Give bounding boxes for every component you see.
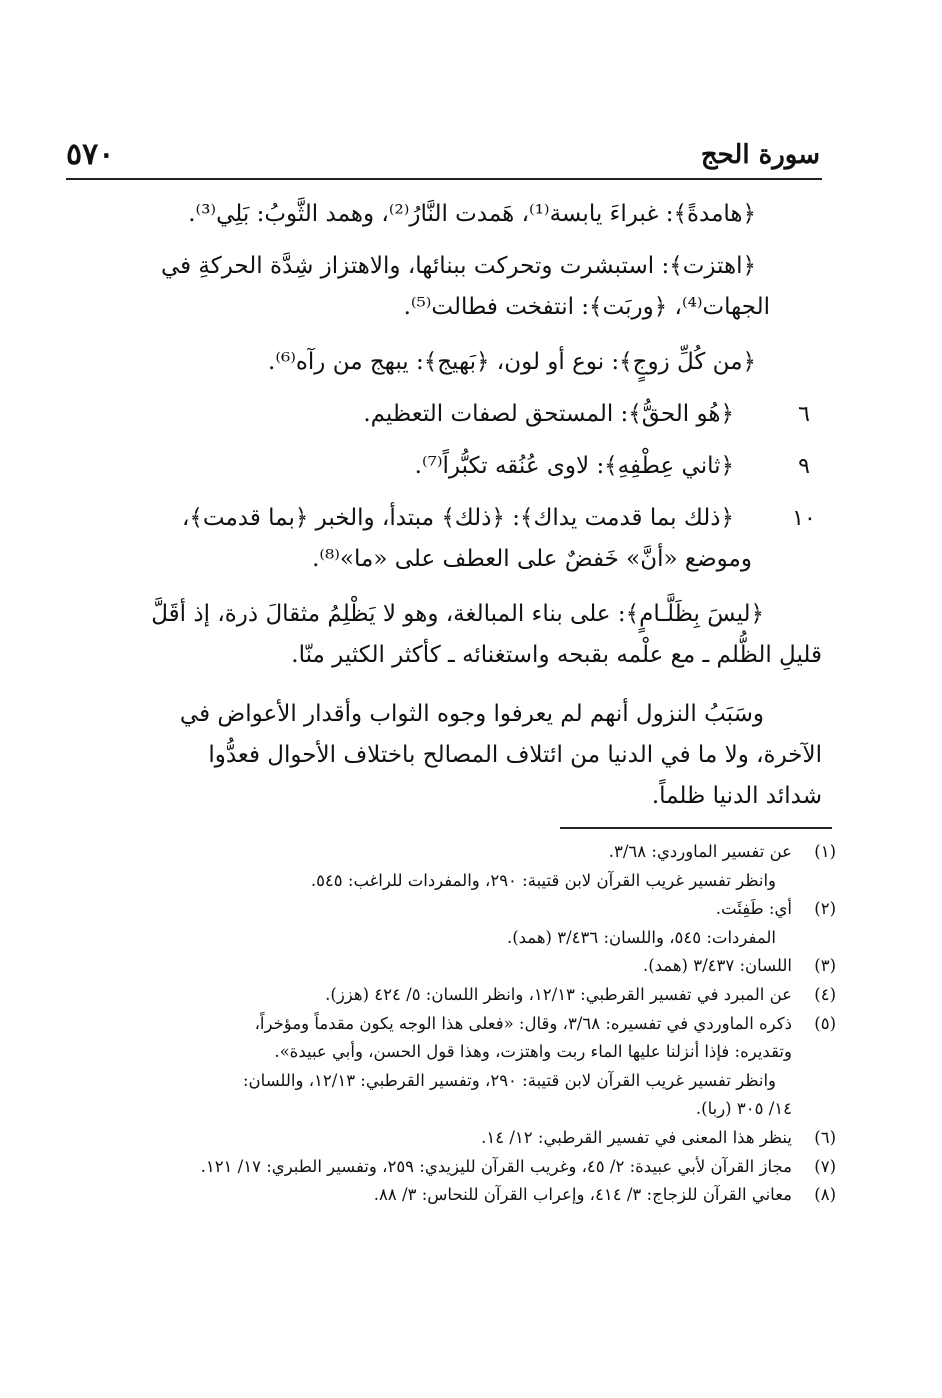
footnote-number: (٦) — [814, 1127, 836, 1147]
footnote-number: (٣) — [814, 956, 836, 976]
verse-number: ١٠ — [792, 506, 816, 531]
gloss-line: وسَبَبُ النزول أنهم لم يعرفوا وجوه الثواب وأقدار الأعواض في — [179, 701, 764, 727]
footnote-line: مجاز القرآن لأبي عبيدة: ٢/ ٤٥، وغريب القرآن لليزيدي: ٢٥٩، وتفسير الطبري: ١٧/ ١٢١. — [200, 1156, 792, 1176]
page-number: ٥٧٠ — [66, 137, 115, 172]
footnote — [80, 981, 836, 1010]
gloss-entry — [70, 694, 822, 817]
footnote-line: اللسان: ٣/٤٣٧ (همد). — [642, 956, 792, 976]
footnote — [80, 1181, 836, 1210]
verse-entry — [70, 394, 822, 435]
gloss-line: قليلِ الظُّلم ـ مع علْمه بقبحه واستغنائه ـ كأكثر الكثير منّا. — [291, 642, 822, 668]
footnote-line: عن تفسير الماوردي: ٣/٦٨. — [608, 842, 792, 861]
footnote-number: (١) — [814, 842, 836, 861]
gloss-entry — [70, 194, 756, 235]
footnote — [80, 1124, 836, 1153]
footnote-line: وانظر تفسير غريب القرآن لابن قتيبة: ٢٩٠، وتفسير القرطبي: ١٢/١٣، واللسان: — [243, 1070, 776, 1090]
gloss-entry — [70, 342, 756, 383]
footnote-number: (٨) — [814, 1185, 836, 1205]
footnote-line: ذكره الماوردي في تفسيره: ٣/٦٨، وقال: «فعلى هذا الوجه يكون مقدماً ومؤخراً، — [254, 1013, 792, 1033]
gloss-line: الجهات⁽⁴⁾، ﴿وربَت﴾: انتفخت فطالت⁽⁵⁾. — [403, 294, 770, 320]
footnote-number: (٧) — [814, 1156, 836, 1176]
footnote-line: معاني القرآن للزجاج: ٣/ ٤١٤، وإعراب القرآن للنحاس: ٣/ ٨٨. — [373, 1185, 792, 1205]
footnote-line: المفردات: ٥٤٥، واللسان: ٣/٤٣٦ (همد). — [506, 927, 776, 947]
footnote-number: (٥) — [814, 1013, 836, 1033]
footnote-line: أي: طَفِئَت. — [715, 899, 792, 919]
gloss-entry — [70, 594, 822, 676]
verse-entry — [70, 498, 822, 580]
gloss-line: شدائد الدنيا ظلماً. — [651, 783, 822, 809]
gloss-entry — [70, 246, 822, 328]
footnote — [80, 838, 836, 895]
footnote-line: وتقديره: فإذا أنزلنا عليها الماء ربت واهتزت، وهذا قول الحسن، وأبي عبيدة». — [274, 1042, 792, 1062]
header-divider — [66, 178, 822, 180]
gloss-line: ﴿هُو الحقُّ﴾: المستحق لصفات التعظيم. — [363, 401, 734, 427]
footnote-line: وانظر تفسير غريب القرآن لابن قتيبة: ٢٩٠، والمفردات للراغب: ٥٤٥. — [310, 870, 776, 890]
surah-title: سورة الحج — [700, 140, 820, 170]
footnote-line: عن المبرد في تفسير القرطبي: ١٢/١٣، وانظر اللسان: ٥/ ٤٢٤ (هزز). — [325, 984, 792, 1004]
verse-entry — [70, 446, 822, 487]
gloss-line: الآخرة، ولا ما في الدنيا من ائتلاف المصالح باختلاف الأحوال فعدُّوا — [208, 742, 822, 768]
footnote-line: ١٤/ ٣٠٥ (ربا). — [695, 1099, 792, 1119]
gloss-line: ﴿ليسَ بِظَلَّـامٍ﴾: على بناء المبالغة، وهو لا يَظْلِمُ مثقالَ ذرة، إذ أقَلَّ — [151, 601, 764, 627]
footnotes — [80, 838, 836, 1210]
gloss-line: ﴿هامدةً﴾: غبراءَ يابسة⁽¹⁾، هَمدت النَّارُ⁽²⁾، وهمد الثَّوبُ: بَلِي⁽³⁾. — [188, 201, 756, 227]
footnote-number: (٢) — [814, 899, 836, 919]
gloss-line: ﴿ذلك بما قدمت يداك﴾: ﴿ذلك﴾ مبتدأ، والخبر ﴿بما قدمت﴾، — [181, 505, 734, 531]
footnotes-divider — [560, 827, 832, 829]
footnote-number: (٤) — [814, 984, 836, 1004]
verse-number: ٩ — [798, 454, 810, 479]
gloss-line: ﴿من كُلِّ زوجٍ﴾: نوع أو لون، ﴿بَهيج﴾: يبهج من رآه⁽⁶⁾. — [268, 349, 756, 375]
gloss-line: ﴿اهتزت﴾: استبشرت وتحركت ببنائها، والاهتزاز شِدَّة الحركةِ في — [160, 253, 756, 279]
gloss-line: وموضع «أنَّ» خَفضٌ على العطف على «ما»⁽⁸⁾. — [312, 546, 752, 572]
footnote-line: ينظر هذا المعنى في تفسير القرطبي: ١٢/ ١٤. — [481, 1127, 792, 1147]
page-header — [66, 136, 820, 178]
gloss-line: ﴿ثاني عِطْفِهِ﴾: لاوى عُنُقه تكبُّراً⁽⁷⁾. — [414, 453, 734, 479]
footnote — [80, 1153, 836, 1182]
verse-number: ٦ — [798, 402, 810, 427]
footnote — [80, 952, 836, 981]
footnote — [80, 1010, 836, 1124]
footnote — [80, 895, 836, 952]
